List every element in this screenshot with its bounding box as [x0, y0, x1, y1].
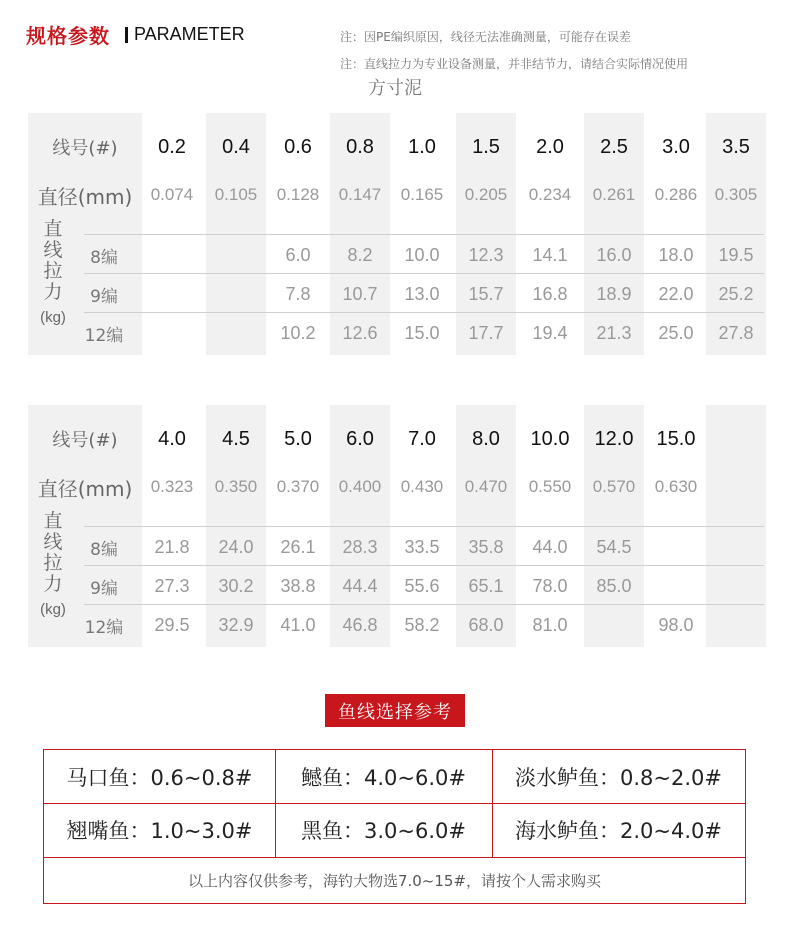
- diameter-value: 0.470: [464, 477, 508, 496]
- fish-cell: 黑鱼：3.0~6.0#: [301, 819, 466, 843]
- diameter-value: 0.147: [338, 185, 382, 204]
- diameter-value: 0.128: [276, 185, 320, 204]
- size-value: 0.8: [346, 135, 374, 158]
- pull-12-value: 41.0: [280, 614, 316, 635]
- pull-12-value: [142, 313, 202, 353]
- diameter-value: 0.261: [592, 185, 636, 204]
- pull-12-value: [706, 605, 766, 645]
- pull-label: [38, 511, 68, 620]
- pull-8-value: [142, 235, 202, 275]
- weave-12-label: 12编: [84, 325, 124, 346]
- fish-cell: 鳡鱼：4.0~6.0#: [301, 765, 466, 790]
- size-value: 12.0: [594, 427, 634, 450]
- parameter-table-2: [28, 405, 766, 647]
- size-value: 4.0: [158, 427, 186, 450]
- diameter-value: [706, 467, 766, 507]
- diameter-value: 0.430: [400, 477, 444, 496]
- diameter-value: 0.165: [400, 185, 444, 204]
- pull-12-value: 98.0: [658, 614, 694, 635]
- diameter-value: 0.550: [528, 477, 572, 496]
- size-value: 0.4: [222, 135, 250, 158]
- pull-8-value: 28.3: [342, 536, 378, 557]
- diameter-value: 0.234: [528, 185, 572, 204]
- pull-9-value: 78.0: [532, 575, 568, 596]
- pull-12-value: 10.2: [280, 322, 316, 343]
- size-label: 线号(#): [52, 138, 118, 159]
- fish-cell: 翘嘴鱼：1.0~3.0#: [66, 819, 253, 843]
- pull-label-char: 力: [43, 281, 63, 303]
- pull-9-value: 13.0: [404, 283, 440, 304]
- pull-9-value: 18.9: [596, 283, 632, 304]
- pull-8-value: 18.0: [658, 244, 694, 265]
- pull-9-value: 85.0: [596, 575, 632, 596]
- pull-12-value: 81.0: [532, 614, 568, 635]
- diameter-label: 直径(mm): [37, 476, 133, 501]
- fish-cell: 马口鱼：0.6~0.8#: [66, 765, 253, 790]
- pull-8-value: 35.8: [468, 536, 504, 557]
- size-value: 3.5: [722, 135, 750, 158]
- size-value: 4.5: [222, 427, 250, 450]
- fish-cell: 海水鲈鱼：2.0~4.0#: [515, 819, 722, 843]
- diameter-value: 0.570: [592, 477, 636, 496]
- fish-reference-table: [43, 749, 746, 904]
- size-value: 3.0: [662, 135, 690, 158]
- pull-label: [38, 219, 68, 328]
- diameter-value: 0.074: [150, 185, 194, 204]
- diameter-value: 0.350: [214, 477, 258, 496]
- pull-9-value: [646, 566, 706, 606]
- pull-8-value: 19.5: [718, 244, 754, 265]
- diameter-value: 0.370: [276, 477, 320, 496]
- fish-cell: 淡水鲈鱼：0.8~2.0#: [515, 765, 722, 790]
- pull-8-value: [646, 527, 706, 567]
- pull-9-value: 55.6: [404, 575, 440, 596]
- pull-label-char: 拉: [43, 260, 63, 282]
- pull-12-value: 25.0: [658, 322, 694, 343]
- pull-8-value: 54.5: [596, 536, 632, 557]
- pull-12-value: [584, 605, 644, 645]
- pull-8-value: 10.0: [404, 244, 440, 265]
- weave-9-label: 9编: [90, 578, 118, 599]
- pull-8-value: 8.2: [347, 244, 373, 265]
- pull-9-value: 30.2: [218, 575, 254, 596]
- pull-unit: (kg): [40, 601, 66, 618]
- size-value: 6.0: [346, 427, 374, 450]
- pull-9-value: 15.7: [468, 283, 504, 304]
- size-value: 10.0: [530, 427, 570, 450]
- pull-9-value: 27.3: [154, 575, 190, 596]
- pull-8-value: 14.1: [532, 244, 568, 265]
- size-value: 2.5: [600, 135, 628, 158]
- pull-9-value: 44.4: [342, 575, 378, 596]
- pull-9-value: [706, 566, 766, 606]
- weave-12-label: 12编: [84, 617, 124, 638]
- pull-12-value: 17.7: [468, 322, 504, 343]
- pull-8-value: [206, 235, 266, 275]
- pull-9-value: 22.0: [658, 283, 694, 304]
- size-value: 15.0: [656, 427, 696, 450]
- weave-8-label: 8编: [90, 247, 118, 268]
- diameter-label: 直径(mm): [37, 184, 133, 209]
- pull-8-value: 44.0: [532, 536, 568, 557]
- diameter-value: 0.630: [654, 477, 698, 496]
- size-value: 2.0: [536, 135, 564, 158]
- diameter-value: 0.205: [464, 185, 508, 204]
- pull-label-char: 拉: [43, 552, 63, 574]
- diameter-value: 0.323: [150, 477, 194, 496]
- pull-12-value: [206, 313, 266, 353]
- weave-8-label: 8编: [90, 539, 118, 560]
- note-pull: 注：直线拉力为专业设备测量，并非结节力，请结合实际情况使用: [340, 57, 689, 71]
- pull-label-char: 线: [43, 239, 63, 261]
- pull-12-value: 46.8: [342, 614, 378, 635]
- size-value: 5.0: [284, 427, 312, 450]
- size-value: 1.0: [408, 135, 436, 158]
- size-value: 7.0: [408, 427, 436, 450]
- pull-9-value: 65.1: [468, 575, 504, 596]
- size-value: [706, 407, 766, 471]
- pull-8-value: 33.5: [404, 536, 440, 557]
- page-title: 规格参数: [26, 24, 110, 48]
- pull-9-value: [206, 274, 266, 314]
- pull-unit: (kg): [40, 309, 66, 326]
- pull-9-value: 38.8: [280, 575, 316, 596]
- pull-12-value: 29.5: [154, 614, 190, 635]
- pull-9-value: 16.8: [532, 283, 568, 304]
- pull-12-value: 15.0: [404, 322, 440, 343]
- parameter-table-1: [28, 113, 766, 355]
- weave-9-label: 9编: [90, 286, 118, 307]
- pull-8-value: 12.3: [468, 244, 504, 265]
- pull-12-value: 21.3: [596, 322, 632, 343]
- diameter-value: 0.286: [654, 185, 698, 204]
- title-divider: [125, 27, 128, 43]
- diameter-value: 0.400: [338, 477, 382, 496]
- pull-8-value: 21.8: [154, 536, 190, 557]
- pull-8-value: 24.0: [218, 536, 254, 557]
- pull-9-value: [142, 274, 202, 314]
- pull-12-value: 58.2: [404, 614, 440, 635]
- pull-label-char: 直: [43, 218, 63, 240]
- pull-12-value: 68.0: [468, 614, 504, 635]
- pull-8-value: 16.0: [596, 244, 632, 265]
- pull-12-value: 27.8: [718, 322, 754, 343]
- diameter-value: 0.305: [714, 185, 758, 204]
- size-value: 8.0: [472, 427, 500, 450]
- pull-12-value: 19.4: [532, 322, 568, 343]
- pull-9-value: 10.7: [342, 283, 378, 304]
- pull-9-value: 25.2: [718, 283, 754, 304]
- size-value: 0.2: [158, 135, 186, 158]
- reference-title: 鱼线选择参考: [325, 694, 465, 727]
- pull-9-value: 7.8: [285, 283, 311, 304]
- note-diameter: 注：因PE编织原因，线径无法准确测量，可能存在误差: [340, 30, 631, 44]
- pull-label-char: 力: [43, 573, 63, 595]
- reference-footer: 以上内容仅供参考，海钓大物选7.0~15#，请按个人需求购买: [187, 872, 602, 890]
- signature: 方寸泥: [368, 78, 422, 99]
- pull-12-value: 12.6: [342, 322, 378, 343]
- diameter-value: 0.105: [214, 185, 258, 204]
- pull-8-value: [706, 527, 766, 567]
- pull-8-value: 6.0: [285, 244, 311, 265]
- pull-12-value: 32.9: [218, 614, 254, 635]
- size-value: 0.6: [284, 135, 312, 158]
- page-subtitle: PARAMETER: [134, 24, 245, 44]
- size-value: 1.5: [472, 135, 500, 158]
- pull-label-char: 直: [43, 510, 63, 532]
- size-label: 线号(#): [52, 430, 118, 451]
- pull-label-char: 线: [43, 531, 63, 553]
- pull-8-value: 26.1: [280, 536, 316, 557]
